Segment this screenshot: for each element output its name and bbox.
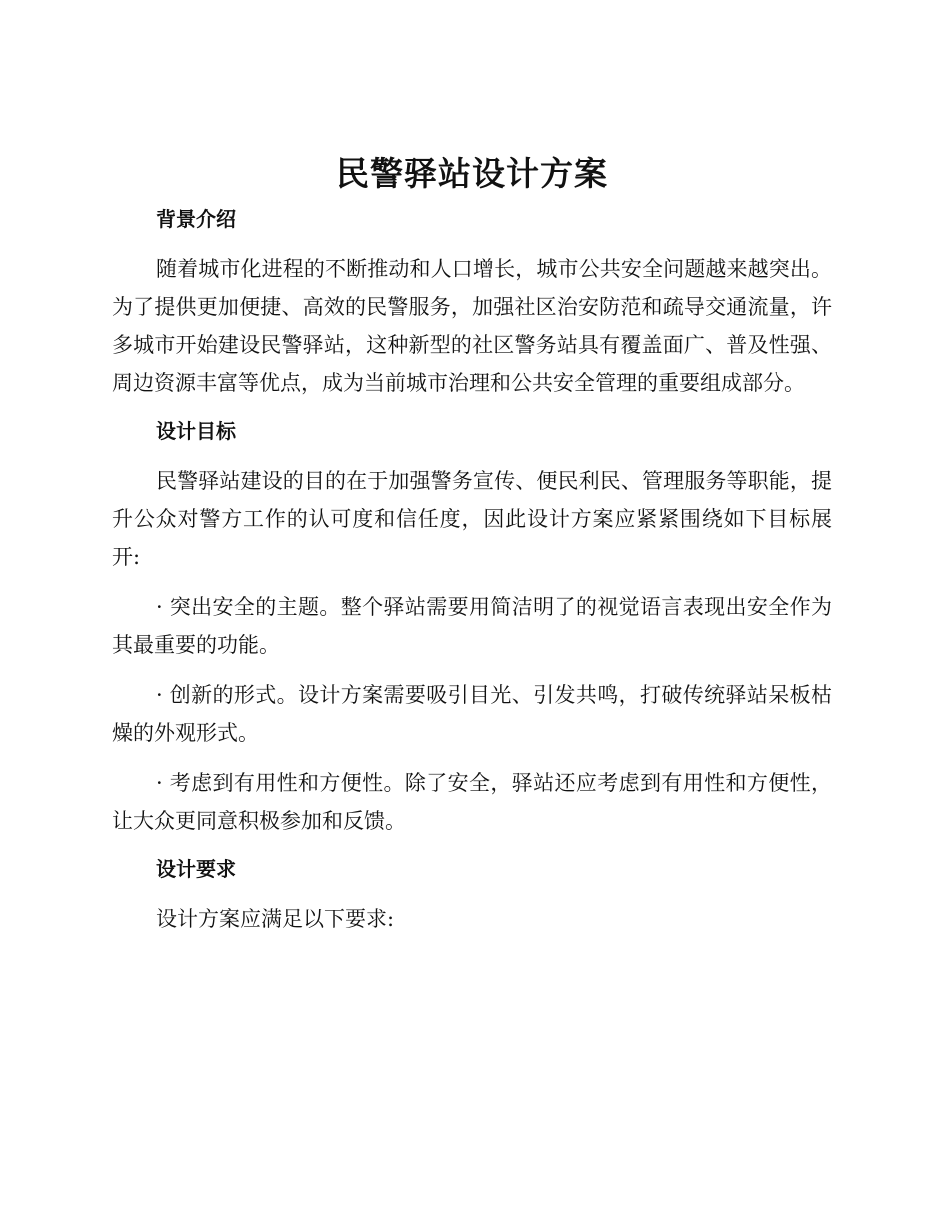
section-design-requirements [112, 852, 832, 938]
goal-item-innovation: · 创新的形式。设计方案需要吸引目光、引发共鸣，打破传统驿站呆板枯燥的外观形式。 [112, 683, 832, 745]
document-title: 民警驿站设计方案 [336, 154, 608, 193]
goal-item-safety: · 突出安全的主题。整个驿站需要用简洁明了的视觉语言表现出安全作为其最重要的功能。 [112, 595, 832, 657]
background-paragraph: 随着城市化进程的不断推动和人口增长，城市公共安全问题越来越突出。为了提供更加便捷、高效的民警服务，加强社区治安防范和疏导交通流量，许多城市开始建设民警驿站，这种新型的社区警务站具有覆盖面广、普及性强、周边资源丰富等优点，成为当前城市治理和公共安全管理的重要组成部分。 [112, 257, 832, 395]
design-goals-intro: 民警驿站建设的目的在于加强警务宣传、便民利民、管理服务等职能，提升公众对警方工作的认可度和信任度，因此设计方案应紧紧围绕如下目标展开: [112, 469, 832, 569]
section-heading-design-goals: 设计目标 [156, 419, 236, 443]
section-background [112, 202, 832, 402]
document-page [112, 150, 832, 950]
section-heading-design-requirements: 设计要求 [156, 857, 236, 881]
goal-item-usability: · 考虑到有用性和方便性。除了安全，驿站还应考虑到有用性和方便性，让大众更同意积极参加和反馈。 [112, 771, 832, 833]
design-requirements-intro: 设计方案应满足以下要求: [156, 907, 395, 931]
section-heading-background: 背景介绍 [156, 207, 236, 231]
section-design-goals [112, 414, 832, 840]
